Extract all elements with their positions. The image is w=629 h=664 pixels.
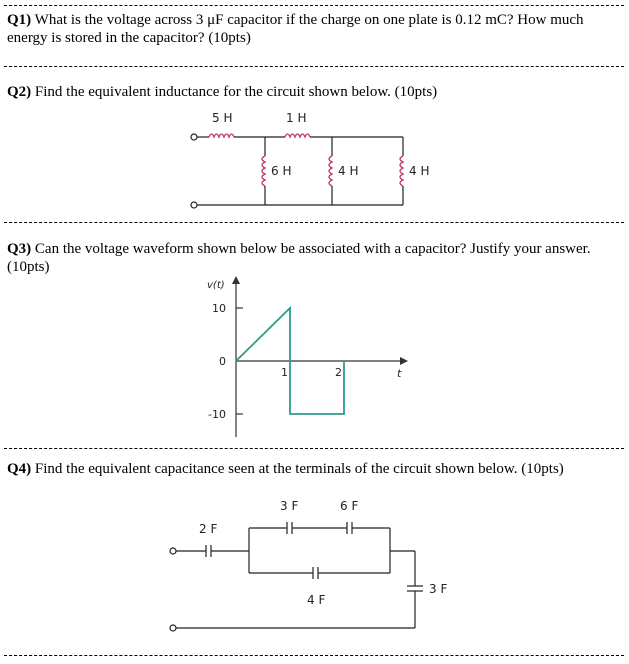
x-tick-label: 1 [281,366,288,379]
y-tick-label: 0 [219,355,226,368]
q4-number: Q4) [7,461,32,477]
label-4f: 4 F [307,593,326,607]
capacitor-4f [313,567,318,579]
y-axis-label: v(t) [207,280,225,291]
y-tick-label: 10 [212,302,226,315]
y-tick-label: -10 [208,408,226,421]
x-tick-label: 2 [335,366,342,379]
q4-text: Find the equivalent capacitance seen at the terminals of the circuit shown below. (10pts) [34,461,564,477]
capacitor-6f [347,522,352,534]
label-3f: 3 F [280,499,299,513]
label-1h: 1 H [286,111,307,125]
terminal-c [170,548,176,554]
q1-number: Q1) [7,12,32,28]
capacitor-2f [206,545,211,557]
bottom-divider [4,655,624,656]
terminal-d [170,625,176,631]
label-4h-b: 4 H [409,164,430,178]
q3-number: Q3) [7,241,32,257]
q1-text: What is the voltage across 3 μF capacitor if the charge on one plate is 0.12 mC? How much energy is stored in the capacitor? (10pts) [7,12,584,46]
label-6h: 6 H [271,164,292,178]
label-5h: 5 H [212,111,233,125]
q2-text: Find the equivalent inductance for the circuit shown below. (10pts) [34,84,438,100]
label-3f-shunt: 3 F [429,582,448,596]
x-axis-label: t [397,367,402,380]
label-4h-a: 4 H [338,164,359,178]
q3-text: Can the voltage waveform shown below be associated with a capacitor? Justify your answer. (10pts) [7,241,591,275]
label-2f: 2 F [199,522,218,536]
label-6f: 6 F [340,499,359,513]
capacitor-3f [287,522,292,534]
capacitor-3f-shunt [407,586,423,591]
q2-number: Q2) [7,84,32,100]
